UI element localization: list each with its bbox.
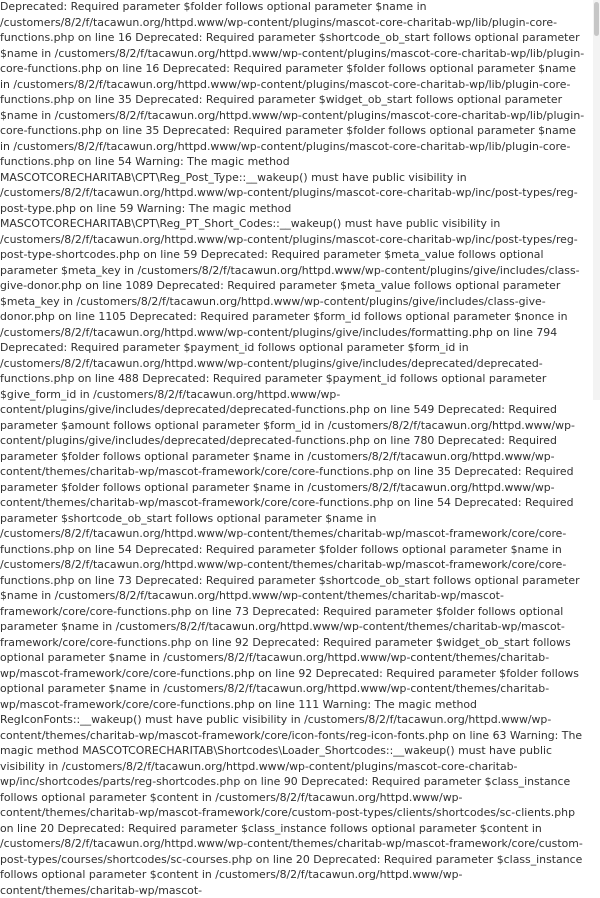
- vertical-scrollbar[interactable]: [593, 0, 600, 400]
- scrollbar-thumb[interactable]: [594, 2, 599, 36]
- php-error-log-text: Deprecated: Required parameter $folder follows optional parameter $name in /customers/8/2/f/tacawun.org/httpd.www/wp-content/plugins/mascot-core-charitab-wp/lib/plugin-core-functions.php on line 16 Deprecated: Required parameter $shortcode_ob_start follows optional parameter $name in /customers/8/2/f/tacawun.org/httpd.www/wp-content/plugins/mascot-core-charitab-wp/lib/plugin-core-functions.php on line 16 Deprecated: Required parameter $folder follows optional parameter $name in /customers/8/2/f/tacawun.org/httpd.www/wp-content/plugins/mascot-core-charitab-wp/lib/plugin-core-functions.php on line 35 Deprecated: Required parameter $widget_ob_start follows optional parameter $name in /customers/8/2/f/tacawun.org/httpd.www/wp-content/plugins/mascot-core-charitab-wp/lib/plugin-core-functions.php on line 35 Deprecated: Required parameter $folder follows optional parameter $name in /customers/8/2/f/tacawun.org/httpd.www/wp-content/plugins/mascot-core-charitab-wp/lib/plugin-core-functions.php on line 54 Warning: The magic method MASCOTCORECHARITAB\CPT\Reg_Post_Type::__wakeup() must have public visibility in /customers/8/2/f/tacawun.org/httpd.www/wp-content/plugins/mascot-core-charitab-wp/inc/post-types/reg-post-type.php on line 59 Warning: The magic method MASCOTCORECHARITAB\CPT\Reg_PT_Short_Codes::__wakeup() must have public visibility in /customers/8/2/f/tacawun.org/httpd.www/wp-content/plugins/mascot-core-charitab-wp/inc/post-types/reg-post-type-shortcodes.php on line 59 Deprecated: Required parameter $meta_value follows optional parameter $meta_key in /customers/8/2/f/tacawun.org/httpd.www/wp-content/plugins/give/includes/class-give-donor.php on line 1089 Deprecated: Required parameter $meta_value follows optional parameter $meta_key in /customers/8/2/f/tacawun.org/httpd.www/wp-content/plugins/give/includes/class-give-donor.php on line 1105 Deprecated: Required parameter $form_id follows optional parameter $nonce in /customers/8/2/f/tacawun.org/httpd.www/wp-content/plugins/give/includes/formatting.php on line 794 Deprecated: Required parameter $payment_id follows optional parameter $form_id in /customers/8/2/f/tacawun.org/httpd.www/wp-content/plugins/give/includes/deprecated/deprecated-functions.php on line 488 Deprecated: Required parameter $payment_id follows optional parameter $give_form_id in /customers/8/2/f/tacawun.org/httpd.www/wp-content/plugins/give/includes/deprecated/deprecated-functions.php on line 549 Deprecated: Required parameter $amount follows optional parameter $form_id in /customers/8/2/f/tacawun.org/httpd.www/wp-content/plugins/give/includes/deprecated/deprecated-functions.php on line 780 Deprecated: Required parameter $folder follows optional parameter $name in /customers/8/2/f/tacawun.org/httpd.www/wp-content/themes/charitab-wp/mascot-framework/core/core-functions.php on line 35 Deprecated: Required parameter $folder follows optional parameter $name in /customers/8/2/f/tacawun.org/httpd.www/wp-content/themes/charitab-wp/mascot-framework/core/core-functions.php on line 54 Deprecated: Required parameter $shortcode_ob_start follows optional parameter $name in /customers/8/2/f/tacawun.org/httpd.www/wp-content/themes/charitab-wp/mascot-framework/core/core-functions.php on line 54 Deprecated: Required parameter $folder follows optional parameter $name in /customers/8/2/f/tacawun.org/httpd.www/wp-content/themes/charitab-wp/mascot-framework/core/core-functions.php on line 73 Deprecated: Required parameter $shortcode_ob_start follows optional parameter $name in /customers/8/2/f/tacawun.org/httpd.www/wp-content/themes/charitab-wp/mascot-framework/core/core-functions.php on line 73 Deprecated: Required parameter $folder follows optional parameter $name in /customers/8/2/f/tacawun.org/httpd.www/wp-content/themes/charitab-wp/mascot-framework/core/core-functions.php on line 92 Deprecated: Required parameter $widget_ob_start follows optional parameter $name in /customers/8/2/f/tacawun.org/httpd.www/wp-content/themes/charitab-wp/mascot-framework/core/core-functions.php on line 92 Deprecated: Required parameter $folder follows optional parameter $name in /customers/8/2/f/tacawun.org/httpd.www/wp-content/themes/charitab-wp/mascot-framework/core/core-functions.php on line 111 Warning: The magic method RegIconFonts::__wakeup() must have public visibility in /customers/8/2/f/tacawun.org/httpd.www/wp-content/themes/charitab-wp/mascot-framework/core/icon-fonts/reg-icon-fonts.php on line 63 Warning: The magic method MASCOTCORECHARITAB\Shortcodes\Loader_Shortcodes::__wakeup() must have public visibility in /customers/8/2/f/tacawun.org/httpd.www/wp-content/plugins/mascot-core-charitab-wp/inc/shortcodes/parts/reg-shortcodes.php on line 90 Deprecated: Required parameter $class_instance follows optional parameter $content in /customers/8/2/f/tacawun.org/httpd.www/wp-content/themes/charitab-wp/mascot-framework/core/custom-post-types/clients/shortcodes/sc-clients.php on line 20 Deprecated: Required parameter $class_instance follows optional parameter $content in /customers/8/2/f/tacawun.org/httpd.www/wp-content/themes/charitab-wp/mascot-framework/core/custom-post-types/courses/shortcodes/sc-courses.php on line 20 Deprecated: Required parameter $class_instance follows optional parameter $content in /customers/8/2/f/tacawun.org/httpd.www/wp-content/themes/charitab-wp/mascot-: [0, 0, 585, 897]
